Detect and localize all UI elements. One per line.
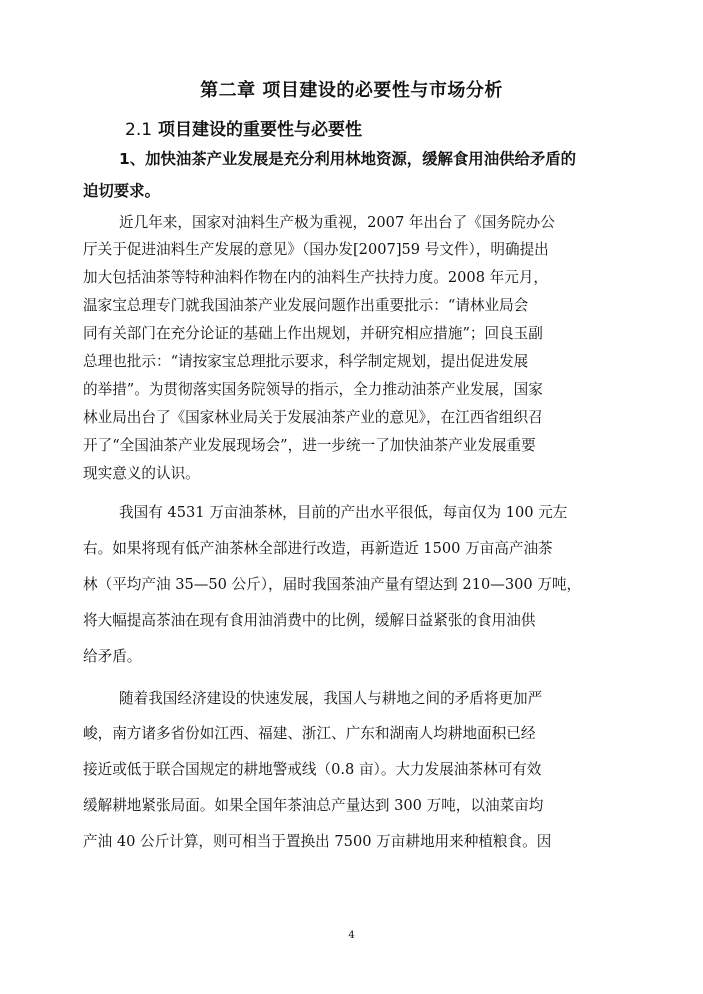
paragraph-line: 随着我国经济建设的快速发展，我国人与耕地之间的矛盾将更加严 [119, 690, 543, 707]
paragraph-line: 厅关于促进油料生产发展的意见》（国办发[2007]59 号文件），明确提出 [83, 241, 549, 258]
subsection-heading-line: 迫切要求。 [83, 182, 160, 200]
paragraph-line: 开了“全国油茶产业发展现场会”，进一步统一了加快油茶产业发展重要 [83, 437, 536, 454]
paragraph-line: 接近或低于联合国规定的耕地警戒线（0.8 亩）。大力发展油茶林可有效 [83, 761, 542, 778]
paragraph-line: 同有关部门在充分论证的基础上作出规划，并研究相应措施”；回良玉副 [83, 325, 543, 342]
paragraph-line: 加大包括油茶等特种油料作物在内的油料生产扶持力度。2008 年元月， [83, 269, 549, 286]
paragraph-line: 近几年来，国家对油料生产极为重视，2007 年出台了《国务院办公 [119, 214, 555, 231]
section-heading [125, 115, 362, 140]
subsection-heading-line: 1、加快油茶产业发展是充分利用林地资源，缓解食用油供给矛盾的 [119, 150, 577, 168]
paragraph-line: 的举措”。为贯彻落实国务院领导的指示，全力推动油茶产业发展，国家 [83, 381, 543, 398]
paragraph-line: 缓解耕地紧张局面。如果全国年茶油总产量达到 300 万吨，以油菜亩均 [83, 797, 544, 814]
paragraph-line: 将大幅提高茶油在现有食用油消费中的比例，缓解日益紧张的食用油供 [83, 612, 536, 629]
paragraph-line: 总理也批示：“请按家宝总理批示要求，科学制定规划，提出促进发展 [83, 353, 529, 370]
paragraph-line: 现实意义的认识。 [83, 465, 200, 482]
page-number: 4 [348, 930, 355, 941]
paragraph-line: 林（平均产油 35—50 公斤），届时我国茶油产量有望达到 210—300 万吨， [83, 576, 582, 593]
paragraph-line: 峻，南方诸多省份如江西、福建、浙江、广东和湖南人均耕地面积已经 [83, 725, 536, 742]
paragraph-line: 我国有 4531 万亩油茶林，目前的产出水平很低，每亩仅为 100 元左 [119, 504, 568, 521]
paragraph-line: 给矛盾。 [83, 648, 142, 665]
chapter-title: 第二章 项目建设的必要性与市场分析 [200, 80, 503, 101]
paragraph-line: 林业局出台了《国家林业局关于发展油茶产业的意见》，在江西省组织召 [83, 409, 543, 426]
paragraph-line: 产油 40 公斤计算，则可相当于置换出 7500 万亩耕地用来种植粮食。因 [83, 833, 552, 850]
section-title-text: 项目建设的重要性与必要性 [158, 120, 363, 140]
paragraph-line: 温家宝总理专门就我国油茶产业发展问题作出重要批示：“请林业局会 [83, 297, 529, 314]
section-number: 2.1 [125, 120, 153, 140]
paragraph-line: 右。如果将现有低产油茶林全部进行改造，再新造近 1500 万亩高产油茶 [83, 540, 553, 557]
